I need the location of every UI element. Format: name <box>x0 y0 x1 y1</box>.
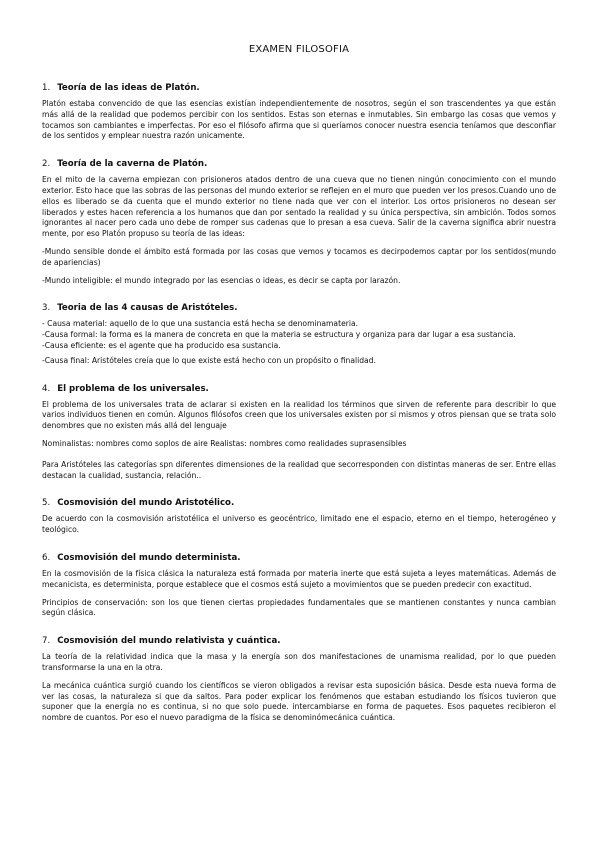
paragraph: -Causa eficiente: es el agente que ha producido esa sustancia. <box>42 340 281 350</box>
section-number: 2. <box>42 159 51 170</box>
paragraph: - Causa material: aquello de lo que una sustancia está hecha se denominamateria. <box>42 319 359 329</box>
section-universales <box>42 384 556 482</box>
paragraph: Para Aristóteles las categorías spn diferentes dimensiones de la realidad que secorresponden con distintas maneras de ser. Entre ellas destacan la cualidad, sustancia, relación.. <box>42 459 556 480</box>
section-heading <box>42 384 556 395</box>
paragraph: La mecánica cuántica surgió cuando los científicos se vieron obligados a revisar esta suposición básica. Desde esta nueva forma de ver las cosas, la naturaleza si que da saltos. Para poder explicar los fenómenos que estaban estudiando los físicos tuvieron que suponer que la energía no es continua, si no que solo puede. intercambiarse en forma de paquetes. Esos paquetes recibieron el nombre de cuantos. Por eso el nuevo paradigma de la física se denominómecánica cuántica. <box>42 680 556 723</box>
paragraph: La teoría de la relatividad indica que la masa y la energía son dos manifestaciones de unamisma realidad, por lo que pueden transformarse la una en la otra. <box>42 652 556 672</box>
section-caverna-platon <box>42 159 556 286</box>
section-cosmovision-aristotelica <box>42 498 556 536</box>
paragraph: Platón estaba convencido de que las esencias existían independientemente de nosotros, según el son trascendentes ya que están más allá de la realidad que podemos percibir con los sentidos. Estas son eternas e inmutables. Sin embargo las cosas que vemos y tocamos son cambiantes e imperfectas. Por eso el filósofo afirma que si queríamos conocer nuestra esencia teníamos que desconfiar de los sentidos y emplear nuestra razón unicamente. <box>42 99 556 141</box>
section-number: 1. <box>42 83 51 93</box>
section-title: Teoria de las 4 causas de Aristóteles. <box>57 303 238 314</box>
section-heading <box>42 303 556 314</box>
section-title: Cosmovisión del mundo relativista y cuántica. <box>57 636 281 647</box>
section-title: Cosmovisión del mundo determinista. <box>57 552 241 563</box>
paragraph: De acuerdo con la cosmovisión aristotélica el universo es geocéntrico, limitado ene el espacio, eterno en el tiempo, heterogéneo y teológico. <box>42 514 556 535</box>
paragraph: En la cosmovisión de la física clásica la naturaleza está formada por materia inerte que está sujeta a leyes matemáticas. Además de mecanicista, es determinista, porque establece que el cosmos está sujeto a movimientos que se pueden predecir con exactitud. <box>42 568 556 589</box>
paragraph: Principios de conservación: son los que tienen ciertas propiedades fundamentales que se mantienen constantes y nunca cambian según clásica. <box>42 597 556 618</box>
paragraph: El problema de los universales trata de aclarar si existen en la realidad los términos que sirven de referente para describir lo que varios individuos tienen en común. Algunos filósofos creen que los universales existen por si mismos y otros piensan que se trata solo denombres que no existen más allá del lenguaje <box>42 399 556 431</box>
paragraph: -Causa formal: la forma es la manera de concreta en que la materia se estructura y organiza para dar lugar a esa sustancia. <box>42 330 516 340</box>
section-number: 4. <box>42 383 51 394</box>
paragraph: -Causa final: Aristóteles creía que lo que existe está hecho con un propósito o finalidad. <box>42 355 376 365</box>
section-cosmovision-determinista <box>42 553 556 619</box>
section-title: Teoría de la caverna de Platón. <box>57 159 208 170</box>
paragraph: Nominalistas: nombres como soplos de aire Realistas: nombres como realidades suprasensibles <box>42 438 407 448</box>
section-heading <box>42 636 556 647</box>
paragraph: En el mito de la caverna empiezan con prisioneros atados dentro de una cueva que no tienen ningún conocimiento con el mundo exterior. Esto hace que las sobras de las personas del mundo exterior se reflejen en el muro que pueden ver los presos.Cuando uno de ellos es liberado se da cuenta que el mundo exterior no tiene nada que ver con el interior. Los ortos prisioneros no desean ser liberados y estes hacen referencia a los humanos que dan por sentado la realidad y su única perspectiva, sin ambición. Todos somos ignorantes al nacer pero cada uno debe de romper sus cadenas que lo presan a esa cueva. Salir de la caverna significa abrir nuestra mente, por eso Platón propuso su teoría de las ideas: <box>42 175 556 239</box>
section-heading <box>42 498 556 509</box>
section-heading <box>42 83 556 94</box>
section-title: El problema de los universales. <box>57 383 209 394</box>
document-title: EXAMEN FILOSOFIA <box>248 44 350 55</box>
section-causas-aristoteles <box>42 303 556 366</box>
section-title: Teoría de las ideas de Platón. <box>57 83 200 93</box>
section-number: 5. <box>42 498 51 509</box>
section-ideas-platon <box>42 83 556 142</box>
section-number: 6. <box>42 552 51 563</box>
section-cosmovision-relativista <box>42 636 556 724</box>
paragraph: -Mundo sensible donde el ámbito está formada por las cosas que vemos y tocamos es decirpodemos captar por los sentidos(mundo de apariencias) <box>42 246 556 267</box>
section-title: Cosmovisión del mundo Aristotélico. <box>57 498 235 509</box>
section-heading <box>42 159 556 170</box>
paragraph: -Mundo inteligible: el mundo integrado por las esencias o ideas, es decir se capta por larazón. <box>42 275 401 285</box>
section-number: 3. <box>42 303 51 314</box>
section-number: 7. <box>42 636 51 647</box>
section-heading <box>42 553 556 564</box>
